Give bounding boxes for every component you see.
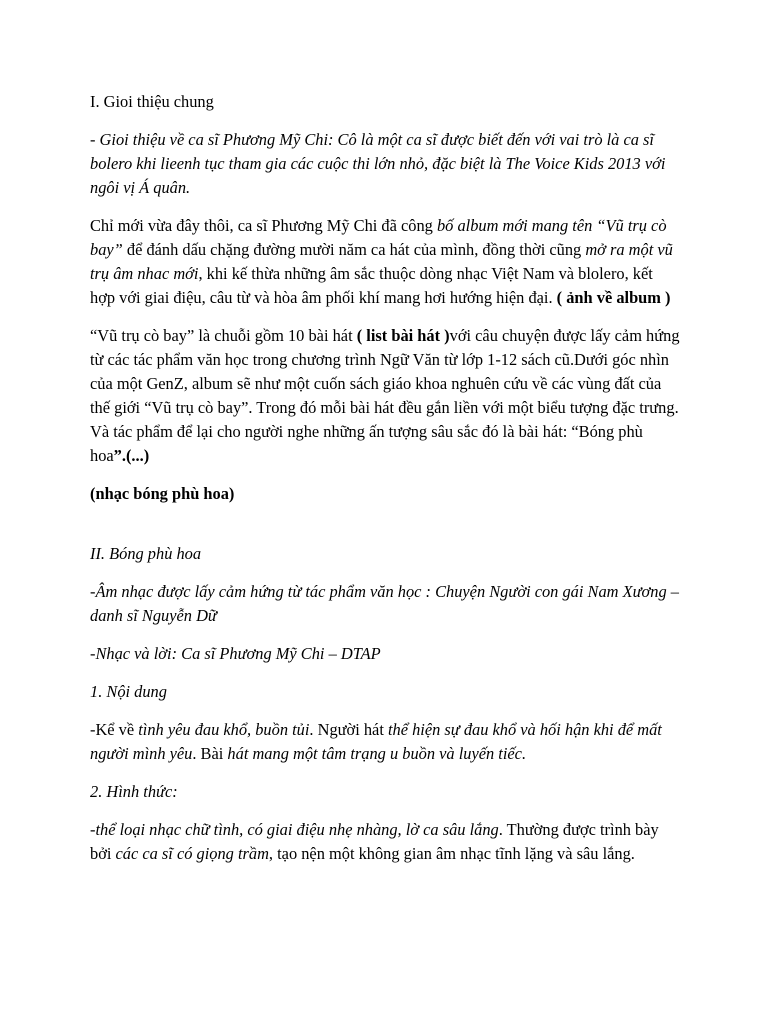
document-page (90, 90, 680, 880)
form-text-4: , tạo nện một không gian âm nhạc tĩnh lặng và sâu lắng. (268, 844, 635, 863)
form-heading: 2. Hình thức: (90, 782, 178, 801)
content-heading: 1. Nội dung (90, 682, 167, 701)
album-description-paragraph (90, 324, 680, 468)
content-text-4: thể hiện sự đau khổ và hối hận khi để mất người mình yêu (90, 720, 662, 763)
inspiration-paragraph: -Âm nhạc được lấy cảm hứng từ tác phẩm văn học : Chuyện Người con gái Nam Xương – danh sĩ Nguyễn Dữ (90, 582, 679, 625)
content-text-2: tình yêu đau khổ, buồn tủi (138, 720, 310, 739)
album-text-4: mở ra một vũ trụ âm nhac mới (90, 240, 673, 283)
album-text-3: để đánh dấu chặng đường mười năm ca hát của mình, đồng thời cũng (122, 240, 586, 259)
album-announcement-paragraph (90, 214, 680, 310)
singer-intro-paragraph: - Gioi thiệu về ca sĩ Phương Mỹ Chi: Cô là một ca sĩ được biết đến với vai trò là ca sĩ bolero khi lieenh tục tham gia các cuộc thi lớn nhỏ, đặc biệt là The Voice Kids 2013 với ngôi vị Á quân. (90, 130, 666, 197)
form-text-2: . Thường được trình bày bởi (90, 820, 659, 863)
form-paragraph (90, 818, 680, 866)
content-text-1: -Kể về (90, 720, 139, 739)
content-text-6: hát mang một tâm trạng u buồn và luyến tiếc. (227, 744, 527, 763)
content-text-5: . Bài (192, 744, 228, 763)
section-2-heading: II. Bóng phù hoa (90, 544, 202, 563)
desc-text-4: ”.(...) (113, 446, 150, 465)
song-list-note: ( list bài hát ) (356, 326, 450, 345)
music-note: (nhạc bóng phù hoa) (90, 484, 235, 503)
content-text-3: . Người hát (309, 720, 388, 739)
album-text-1: Chỉ mới vừa đây thôi, ca sĩ Phương Mỹ Chi đã công (90, 216, 437, 235)
content-paragraph (90, 718, 680, 766)
form-text-3: các ca sĩ có giọng trầm (115, 844, 269, 863)
desc-text-3: với câu chuyện được lấy cảm hứng từ các tác phẩm văn học trong chương trình Ngữ Văn từ lớp 1-12 sách cũ.Dưới góc nhìn của một GenZ, album sẽ như một cuốn sách giáo khoa nghuên cứu về các vùng đất của thế giới “Vũ trụ cò bay”. Trong đó mỗi bài hát đều gắn liền với một biểu tượng đặc trưng. Và tác phẩm để lại cho người nghe những ấn tượng sâu sắc đó là bài hát: “Bóng phù hoa (90, 326, 680, 465)
album-text-5: , khi kế thừa những âm sắc thuộc dòng nhạc Việt Nam và blolero, kết hợp với giai điệu, câu từ và hòa âm phối khí mang hơi hướng hiện đại. (90, 264, 653, 307)
album-text-2: bố album mới mang tên “Vũ trụ cò bay” (90, 216, 667, 259)
credits-paragraph: -Nhạc và lời: Ca sĩ Phương Mỹ Chi – DTAP (90, 644, 381, 663)
form-text-1: -thể loại nhạc chữ tình, có giai điệu nhẹ nhàng, lờ ca sâu lắng (90, 820, 499, 839)
desc-text-1: “Vũ trụ cò bay” là chuỗi gồm 10 bài hát (90, 326, 357, 345)
section-1-heading: I. Gioi thiệu chung (90, 92, 214, 111)
album-image-note: ( ảnh về album ) (556, 288, 671, 307)
